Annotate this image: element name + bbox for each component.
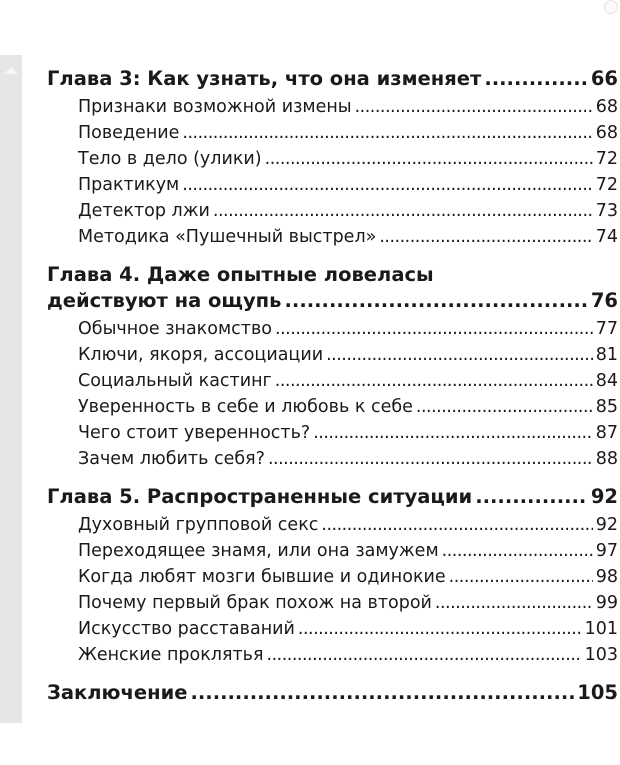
dot-leader (268, 446, 593, 472)
toc-entry[interactable] (47, 316, 618, 342)
page-number: 72 (595, 149, 618, 169)
toc-entry[interactable] (47, 394, 618, 420)
toc-entry[interactable] (47, 198, 618, 224)
dot-leader (484, 64, 588, 94)
entry-title: Обычное знакомство (78, 319, 272, 339)
page-number: 88 (595, 449, 618, 469)
toc-entry[interactable] (47, 446, 618, 472)
entry-title: Методика «Пушечный выстрел» (78, 227, 377, 247)
page-number: 73 (595, 201, 618, 221)
toc-entry[interactable] (47, 368, 618, 394)
dot-leader (355, 94, 593, 120)
entry-title: Зачем любить себя? (78, 449, 265, 469)
dot-leader (267, 642, 582, 668)
page-number: 105 (577, 681, 618, 704)
chapter-3 (47, 64, 618, 250)
entry-title: Переходящее знамя, или она замужем (78, 541, 439, 561)
dot-leader (379, 224, 592, 250)
toc-entry[interactable] (47, 94, 618, 120)
dot-leader (475, 482, 588, 512)
toc-entry[interactable] (47, 512, 618, 538)
chapter-title-continued: действуют на ощупь (47, 289, 282, 312)
toc-entry[interactable] (47, 538, 618, 564)
toc-entry[interactable] (47, 590, 618, 616)
dot-leader (326, 342, 593, 368)
toc-entry[interactable] (47, 564, 618, 590)
page-number: 68 (595, 123, 618, 143)
page-number: 74 (595, 227, 618, 247)
dot-leader (449, 564, 593, 590)
toc-entry[interactable] (47, 342, 618, 368)
dot-leader (213, 198, 593, 224)
entry-title: Практикум (78, 175, 180, 195)
entry-title: Признаки возможной измены (78, 97, 352, 117)
chapter-4 (47, 260, 618, 472)
page-number: 87 (595, 423, 618, 443)
dot-leader (275, 368, 593, 394)
dot-leader (321, 512, 592, 538)
dot-leader (275, 316, 593, 342)
chapter-heading[interactable] (47, 64, 618, 94)
dot-leader (313, 420, 593, 446)
page-number: 85 (595, 397, 618, 417)
toc-entry[interactable] (47, 420, 618, 446)
dot-leader (190, 678, 574, 708)
page-number: 92 (595, 515, 618, 535)
dot-leader (182, 172, 592, 198)
entry-title: Тело в дело (улики) (78, 149, 262, 169)
entry-title: Социальный кастинг (78, 371, 272, 391)
scrollbar[interactable] (0, 55, 22, 723)
chapter-title: Глава 3: Как узнать, что она изменяет (47, 67, 482, 90)
entry-title: Уверенность в себе и любовь к себе (78, 397, 413, 417)
entry-title: Ключи, якоря, ассоциации (78, 345, 324, 365)
scroll-up-icon[interactable] (4, 67, 18, 74)
toc-entry[interactable] (47, 224, 618, 250)
dot-leader (416, 394, 593, 420)
dot-leader (435, 590, 593, 616)
page-number: 66 (590, 67, 618, 90)
chapter-title[interactable]: Глава 4. Даже опытные ловеласы (47, 263, 434, 286)
entry-title: Женские проклятья (78, 645, 264, 665)
conclusion-heading[interactable] (47, 678, 618, 708)
page-corner-marker (604, 0, 618, 14)
dot-leader (265, 146, 593, 172)
entry-title: Детектор лжи (78, 201, 210, 221)
entry-title: Духовный групповой секс (78, 515, 319, 535)
page-number: 77 (595, 319, 618, 339)
chapter-heading[interactable] (47, 482, 618, 512)
entry-title: Искусство расставаний (78, 619, 295, 639)
page-number: 92 (590, 485, 618, 508)
page-number: 98 (595, 567, 618, 587)
entry-title: Когда любят мозги бывшие и одинокие (78, 567, 446, 587)
toc-entry[interactable] (47, 146, 618, 172)
toc-entry[interactable] (47, 172, 618, 198)
chapter-5 (47, 482, 618, 668)
conclusion-title: Заключение (47, 681, 188, 704)
page-number: 99 (595, 593, 618, 613)
page-number: 81 (595, 345, 618, 365)
page-number: 97 (595, 541, 618, 561)
chapter-title: Глава 5. Распространенные ситуации (47, 485, 473, 508)
entry-title: Чего стоит уверенность? (78, 423, 311, 443)
entry-title: Поведение (78, 123, 180, 143)
page-number: 76 (590, 289, 618, 312)
page-number: 68 (595, 97, 618, 117)
toc-entry[interactable] (47, 616, 618, 642)
page-number: 103 (584, 645, 618, 665)
toc-entry[interactable] (47, 120, 618, 146)
entry-title: Почему первый брак похож на второй (78, 593, 432, 613)
page-number: 84 (595, 371, 618, 391)
dot-leader (285, 286, 588, 316)
dot-leader (298, 616, 582, 642)
dot-leader (182, 120, 592, 146)
toc-entry[interactable] (47, 642, 618, 668)
page-number: 101 (584, 619, 618, 639)
dot-leader (442, 538, 593, 564)
page-number: 72 (595, 175, 618, 195)
chapter-heading[interactable] (47, 286, 618, 316)
table-of-contents (47, 64, 618, 708)
